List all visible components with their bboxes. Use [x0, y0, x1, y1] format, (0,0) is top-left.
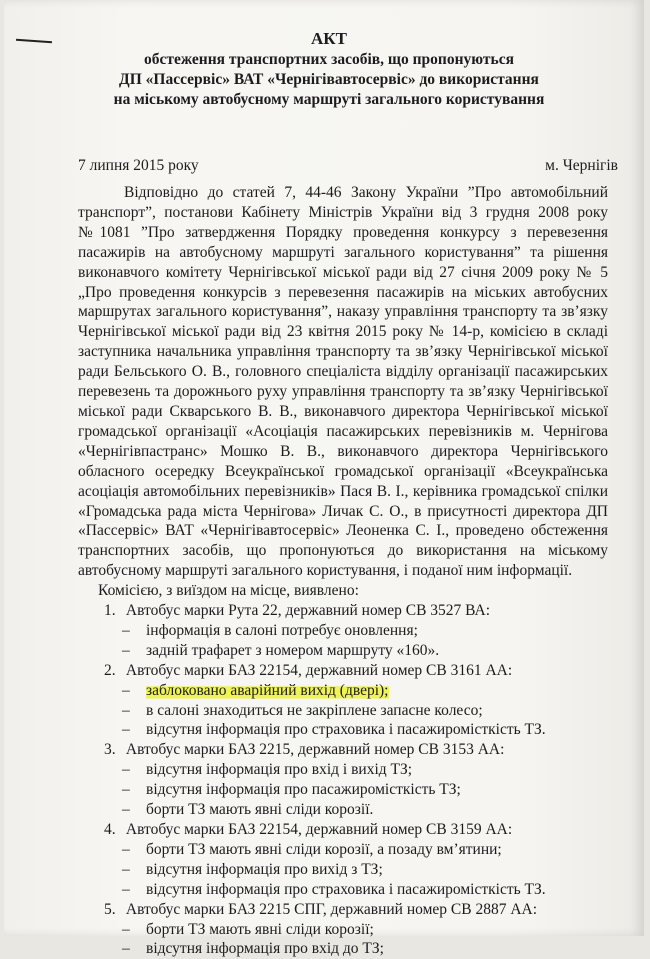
finding-number: 5.: [104, 900, 116, 918]
dash-mark: –: [122, 781, 130, 799]
dash-mark: –: [122, 840, 130, 858]
note-text: борти ТЗ мають явні сліди корозії.: [146, 801, 374, 819]
dateline: [78, 156, 618, 176]
finding-number: 2.: [104, 661, 116, 679]
note-text: інформація в салоні потребує оновлення;: [146, 621, 418, 639]
finding-notes: [78, 621, 608, 661]
vehicle-description: Автобус марки Рута 22, державний номер СВ 3527 ВА:: [125, 602, 491, 620]
note-text: відсутня інформація про вхід до ТЗ;: [146, 940, 384, 958]
note-text: відсутня інформація про пасажиромісткість ТЗ;: [146, 781, 461, 799]
dash-mark: –: [122, 761, 130, 779]
finding-notes: [78, 681, 608, 741]
vehicle-description: Автобус марки БАЗ 22154, державний номер СВ 3159 АА:: [125, 821, 513, 838]
title-line-3: на міському автобусному маршруті загального користування: [113, 91, 545, 108]
note-item: [78, 780, 608, 800]
finding-number: 4.: [104, 821, 116, 838]
title-line-1: обстеження транспортних засобів, що пропонуються: [144, 51, 514, 68]
finding-title: [78, 661, 608, 681]
dash-mark: –: [122, 860, 130, 878]
title-line-2: ДП «Пассервіс» ВАТ «Чернігівавтосервіс» до використання: [119, 71, 539, 88]
note-item: [78, 880, 608, 900]
finding-title: [78, 740, 608, 760]
note-text: борти ТЗ мають явні сліди корозії;: [146, 920, 374, 938]
document-header: [4, 28, 650, 110]
dash-mark: –: [122, 801, 130, 819]
note-item: [78, 800, 608, 820]
note-item: [78, 840, 608, 860]
finding-notes: [78, 760, 608, 820]
finding-item: [78, 740, 608, 820]
dash-mark: –: [122, 880, 130, 898]
finding-notes: [78, 920, 608, 959]
dash-mark: –: [122, 681, 130, 699]
note-item: [78, 939, 608, 959]
note-text: відсутня інформація про вхід і вихід ТЗ;: [146, 761, 413, 779]
vehicle-description: Автобус марки БАЗ 2215, державний номер СВ 3153 АА:: [125, 741, 505, 759]
dash-mark: –: [122, 621, 130, 639]
vehicle-description: Автобус марки БАЗ 22154, державний номер СВ 3161 АА:: [125, 661, 513, 679]
findings-list: [78, 601, 608, 959]
dash-mark: –: [122, 701, 130, 719]
note-item: [78, 860, 608, 880]
note-item: [78, 621, 608, 641]
finding-item: [78, 900, 608, 959]
dash-mark: –: [122, 721, 130, 739]
document-date: 7 липня 2015 року: [78, 157, 199, 174]
document-place: м. Чернігів: [545, 157, 618, 174]
dash-mark: –: [122, 940, 130, 958]
finding-number: 3.: [104, 741, 116, 759]
note-text: борти ТЗ мають явні сліди корозії, а позаду вм’ятини;: [146, 840, 502, 858]
finding-item: [78, 661, 608, 741]
main-paragraph: Відповідно до статей 7, 44-46 Закону України ”Про автомобільний транспорт”, постанови Кабінету Міністрів України від 3 грудня 2008 року №1081 ”Про затвердження Порядку проведення конкурсу з перевезення пасажирів на автобусному маршруті загального користування” та рішення виконавчого комітету Чернігівської міської ради від 27 січня 2009 року № 5 „Про проведення конкурсів з перевезення пасажирів на міських автобусних маршрутах загального користування”, наказу управління транспорту та зв’язку Чернігівської міської ради від 23 квітня 2015 року № 14-р, комісією в складі заступника начальника управління транспорту та зв’язку Чернігівської міської ради Бельського О. В., головного спеціаліста відділу організації пасажирських перевезень та дорожнього руху управління транспорту та зв’язку Чернігівської міської ради Скварського В. В., виконавчого директора Чернігівської міської громадської організації «Асоціація пасажирських перевізників м. Чернігова «Чернігівпастранс» Мошко В. В., виконавчого директора Чернігівського обласного осередку Всеукраїнської громадської організації «Всеукраїнська асоціація автомобільних перевізників» Пася В. І., керівника громадської спілки «Громадська рада міста Чернігова» Личак С. О., в присутності директора ДП «Пассервіс» ВАТ «Чернігівавтосервіс» Леоненка С. І., проведено обстеження транспортних засобів, що пропонуються до використання на міському автобусному маршруті загального користування, і поданої ним інформації.: [78, 184, 608, 580]
finding-notes: [78, 840, 608, 900]
note-item: [78, 701, 608, 721]
findings-intro: Комісією, з виїздом на місце, виявлено:: [98, 582, 359, 600]
finding-item: [78, 601, 608, 661]
note-text: в салоні знаходиться не закріплене запасне колесо;: [146, 701, 483, 719]
note-text: відсутня інформація про страховика і пасажиромісткість ТЗ.: [146, 721, 546, 739]
dash-mark: –: [122, 920, 130, 938]
note-item: [78, 641, 608, 661]
document-body: [78, 183, 608, 959]
finding-number: 1.: [104, 602, 116, 620]
note-item: [78, 720, 608, 740]
note-item: [78, 681, 608, 701]
note-text: відсутня інформація про страховика і пасажиромісткість ТЗ.: [146, 880, 546, 898]
document-page: [4, 0, 644, 958]
finding-item: [78, 820, 608, 900]
note-text: задній трафарет з номером маршруту «160».: [146, 641, 440, 659]
vehicle-description: Автобус марки БАЗ 2215 СПГ, державний номер СВ 2887 АА:: [125, 900, 538, 918]
note-text: відсутня інформація про вихід з ТЗ;: [146, 860, 383, 878]
note-item: [78, 760, 608, 780]
finding-title: [78, 900, 608, 920]
document-title: АКТ: [311, 29, 347, 48]
note-item: [78, 920, 608, 940]
finding-title: [78, 820, 608, 840]
finding-title: [78, 601, 608, 621]
highlighted-note-text: заблоковано аварійний вихід (двері);: [146, 681, 389, 699]
dash-mark: –: [122, 641, 130, 659]
